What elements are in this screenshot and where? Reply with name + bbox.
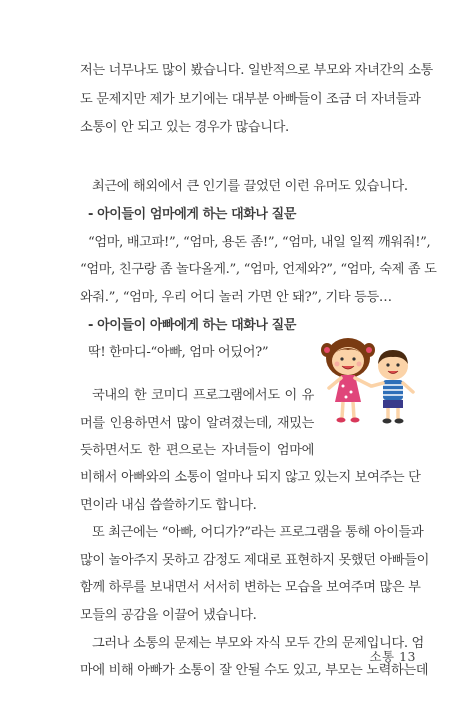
boy-figure [372, 350, 413, 424]
page-number: 13 [399, 649, 416, 664]
body-line: 많이 놀아주지 못하고 감정도 제대로 표현하지 못했던 아빠들이 [80, 553, 430, 568]
girl-figure [321, 338, 375, 423]
body-line: 함께 하루를 보내면서 서서히 변하는 모습을 보여주며 많은 부 [80, 580, 421, 595]
quote-line: “엄마, 친구랑 좀 놀다올게.”, “엄마, 언제와?”, “엄마, 숙제 좀 도 [80, 262, 437, 277]
quote-line: 딱! 한마디-“아빠, 엄마 어딨어?” [88, 345, 269, 360]
section-heading: - 아이들이 아빠에게 하는 대화나 질문 [88, 318, 296, 333]
body-line: 머를 인용하면서 많이 알려졌는데, 재밌는 [80, 416, 314, 431]
body-line: 도 문제지만 제가 보기에는 대부분 아빠들이 조금 더 자녀들과 [80, 92, 421, 107]
footer-section: 소통 [369, 649, 395, 664]
children-illustration [315, 328, 425, 428]
body-line: 면이라 내심 씁쓸하기도 합니다. [80, 498, 257, 513]
quote-line: 와줘.”, “엄마, 우리 어디 놀러 가면 안 돼?”, 기타 등등… [80, 290, 392, 305]
body-line: 또 최근에는 “아빠, 어디가?”라는 프로그램을 통해 아이들과 [92, 525, 424, 540]
body-line: 그러나 소통의 문제는 부모와 자식 모두 간의 문제입니다. 엄 [92, 636, 424, 651]
body-line: 비해서 아빠와의 소통이 얼마나 되지 않고 있는지 보여주는 단 [80, 470, 421, 485]
section-heading: - 아이들이 엄마에게 하는 대화나 질문 [88, 207, 296, 222]
body-line: 모들의 공감을 이끌어 냈습니다. [80, 608, 257, 623]
body-line: 마에 비해 아빠가 소통이 잘 안될 수도 있고, 부모는 노력하는데 [80, 663, 429, 678]
page-footer [369, 647, 416, 665]
body-line: 국내의 한 코미디 프로그램에서도 이 유 [92, 388, 314, 403]
body-line: 듯하면서도 한 편으로는 자녀들이 엄마에 [80, 443, 314, 458]
body-line: 최근에 해외에서 큰 인기를 끌었던 이런 유머도 있습니다. [92, 179, 408, 194]
body-line: 소통이 안 되고 있는 경우가 많습니다. [80, 120, 289, 135]
body-line: 저는 너무나도 많이 봤습니다. 일반적으로 부모와 자녀간의 소통 [80, 63, 433, 78]
quote-line: “엄마, 배고파!”, “엄마, 용돈 좀!”, “엄마, 내일 일찍 깨워줘!”, [88, 235, 431, 250]
